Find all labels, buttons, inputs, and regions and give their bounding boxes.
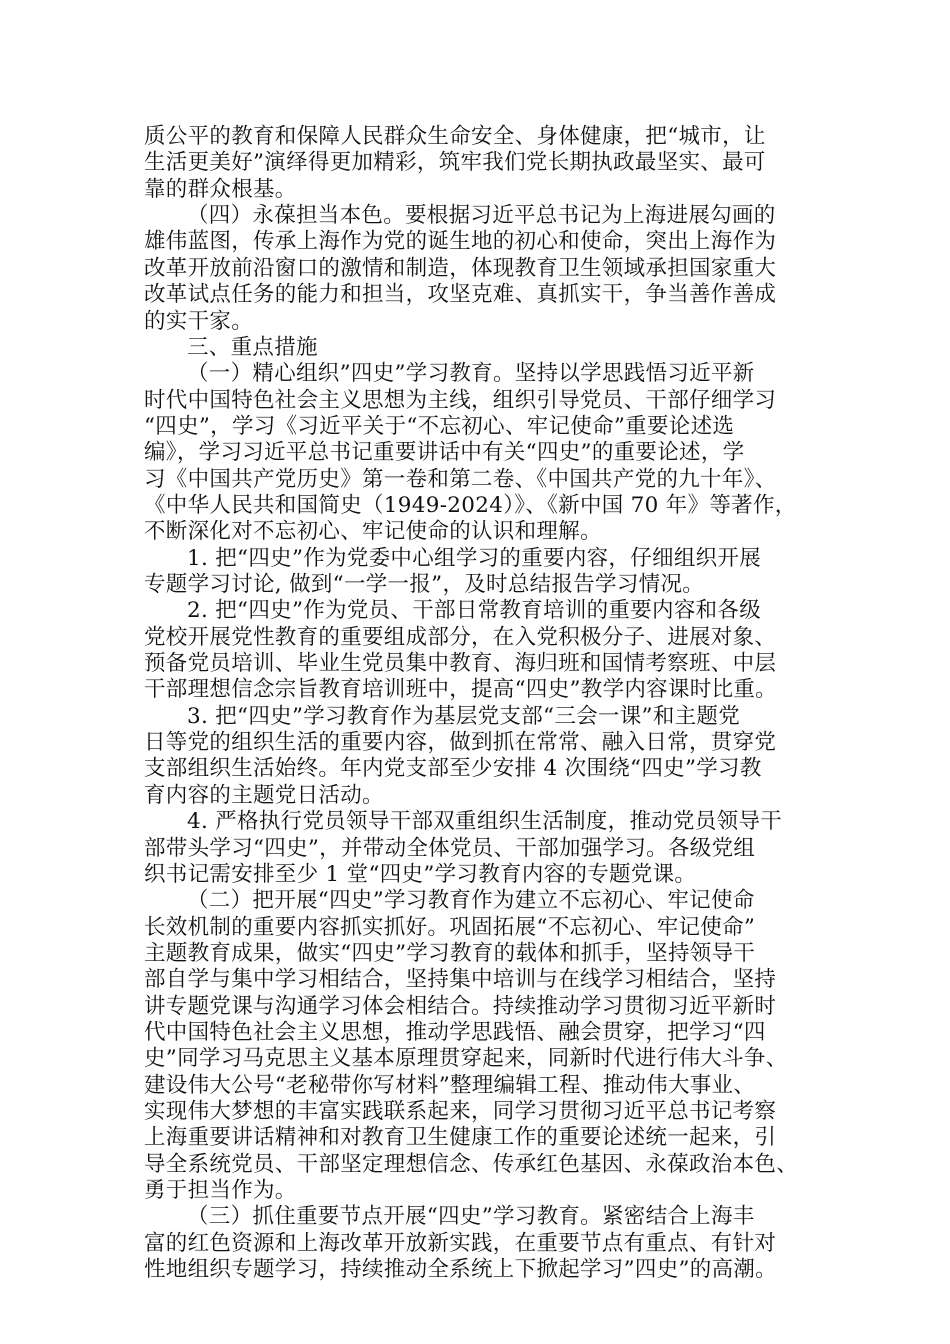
text-line: （一）精心组织”四史”学习教育。坚持以学思践悟习近平新 <box>187 361 755 387</box>
text-line: “四史”，学习《习近平关于“不忘初心、牢记使命”重要论述选 <box>144 413 735 439</box>
text-line: （三）抓住重要节点开展“四史”学习教育。紧密结合上海丰 <box>187 1204 755 1230</box>
text-line: 织书记需安排至少 1 堂“四史”学习教育内容的专题党课。 <box>144 861 697 887</box>
text-line: 靠的群众根基。 <box>144 176 297 202</box>
text-line: 史”同学习马克思主义基本原理贯穿起来，同新时代进行伟大斗争、 <box>144 1046 788 1072</box>
text-line: 时代中国特色社会主义思想为主线，组织引导党员、干部仔细学习 <box>144 387 777 413</box>
text-line: 编》，学习习近平总书记重要讲话中有关“四史”的重要论述，学 <box>144 440 745 466</box>
text-line: 导全系统党员、干部坚定理想信念、传承红色基因、永葆政治本色、 <box>144 1151 799 1177</box>
text-line: 生活更美好”演绎得更加精彩，筑牢我们党长期执政最坚实、最可 <box>144 150 766 176</box>
text-line: 4. 严格执行党员领导干部双重组织生活制度，推动党员领导干 <box>187 809 783 835</box>
text-line: 主题教育成果，做实“四史”学习教育的载体和抓手，坚持领导干 <box>144 940 756 966</box>
text-line: （四）永葆担当本色。要根据习近平总书记为上海进展勾画的 <box>187 203 776 229</box>
text-line: 2. 把“四史”作为党员、干部日常教育培训的重要内容和各级 <box>187 598 762 624</box>
text-line: 支部组织生活始终。年内党支部至少安排 4 次围绕“四史”学习教 <box>144 756 762 782</box>
text-line: 实现伟大梦想的丰富实践联系起来，同学习贯彻习近平总书记考察 <box>144 1099 777 1124</box>
text-line: 勇于担当作为。 <box>144 1178 297 1203</box>
text-line: 习《中国共产党历史》第一卷和第二卷、《中国共产党的九十年》、 <box>144 466 777 492</box>
text-line: 质公平的教育和保障人民群众生命安全、身体健康，把“城市，让 <box>144 124 766 149</box>
text-line: 预备党员培训、毕业生党员集中教育、海归班和国情考察班、中层 <box>144 651 777 676</box>
text-line: （二）把开展“四史”学习教育作为建立不忘初心、牢记使命 <box>187 888 755 914</box>
text-line: 部自学与集中学习相结合，坚持集中培训与在线学习相结合，坚持 <box>144 967 777 993</box>
text-line: 3. 把“四史”学习教育作为基层党支部“三会一课”和主题党 <box>187 703 741 729</box>
text-line: 讲专题党课与沟通学习体会相结合。持续推动学习贯彻习近平新时 <box>144 993 777 1019</box>
text-line: 日等党的组织生活的重要内容，做到抓在常常、融入日常，贯穿党 <box>144 730 777 756</box>
text-line: 长效机制的重要内容抓实抓好。巩固拓展“不忘初心、牢记使命” <box>144 914 756 940</box>
text-line: 部带头学习“四史”，并带动全体党员、干部加强学习。各级党组 <box>144 835 756 861</box>
text-line: 1. 把“四史”作为党委中心组学习的重要内容，仔细组织开展 <box>187 545 762 571</box>
text-line: 三、重点措施 <box>187 334 318 360</box>
text-line: 性地组织专题学习，持续推动全系统上下掀起学习”四史”的高潮。 <box>144 1257 777 1282</box>
text-line: 专题学习讨论, 做到“一学一报”，及时总结报告学习情况。 <box>144 572 705 597</box>
text-line: 不断深化对不忘初心、牢记使命的认识和理解。 <box>144 519 602 545</box>
text-line: 上海重要讲话精神和对教育卫生健康工作的重要论述统一起来，引 <box>144 1125 777 1151</box>
text-line: 育内容的主题党日活动。 <box>144 782 384 808</box>
text-line: 改革开放前沿窗口的激情和制造，体现教育卫生领域承担国家重大 <box>144 255 777 281</box>
text-line: 建设伟大公号“老秘带你写材料”整理编辑工程、推动伟大事业、 <box>144 1072 756 1098</box>
text-line: 《中华人民共和国简史（1949-2024）》、《新中国 70 年》等著作， <box>144 492 797 518</box>
text-line: 代中国特色社会主义思想，推动学思践悟、融会贯穿，把学习“四 <box>144 1019 766 1045</box>
text-line: 的实干家。 <box>144 308 254 334</box>
text-line: 党校开展党性教育的重要组成部分，在入党积极分子、进展对象、 <box>144 624 777 650</box>
text-line: 干部理想信念宗旨教育培训班中，提高“四史”教学内容课时比重。 <box>144 677 777 703</box>
text-line: 富的红色资源和上海改革开放新实践，在重要节点有重点、有针对 <box>144 1230 777 1256</box>
text-line: 改革试点任务的能力和担当，攻坚克难、真抓实干，争当善作善成 <box>144 282 777 308</box>
text-line: 雄伟蓝图，传承上海作为党的诞生地的初心和使命，突出上海作为 <box>144 229 777 255</box>
